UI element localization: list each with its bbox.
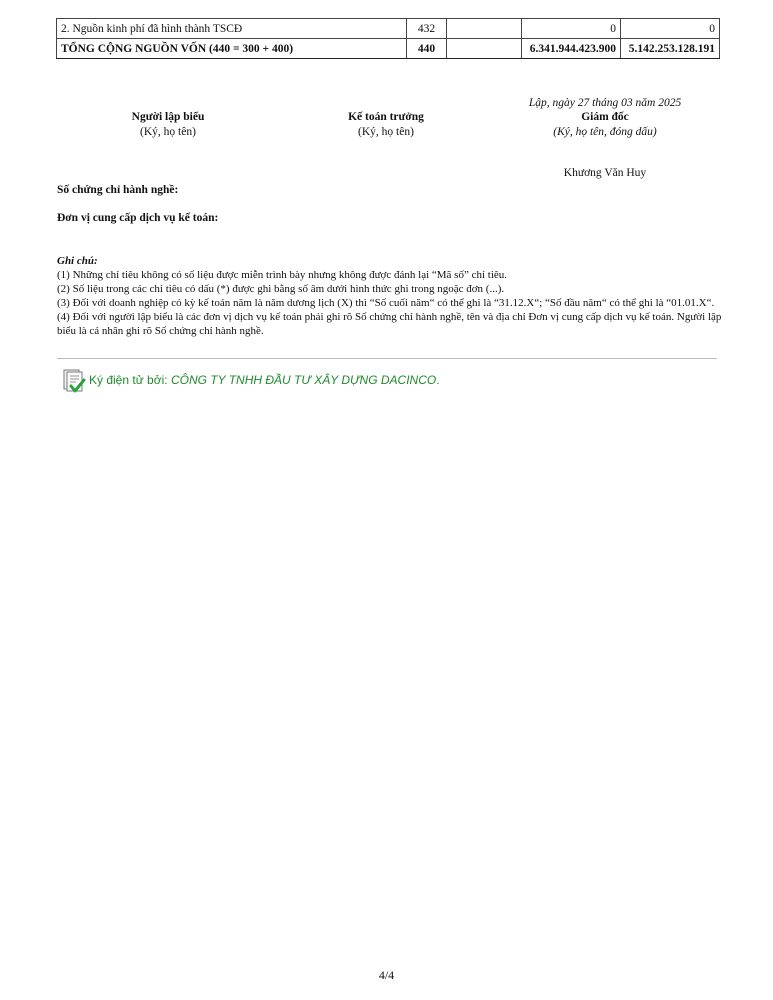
row-code: 432 xyxy=(407,19,447,39)
preparer-hint: (Ký, họ tên) xyxy=(140,126,196,138)
row-note xyxy=(447,19,522,39)
preparer-signature-block xyxy=(98,110,238,140)
note-item: (2) Số liệu trong các chỉ tiêu có dấu (*) được ghi bằng số âm dưới hình thức ghi trong ngoặc đơn (...). xyxy=(57,283,505,295)
e-signature xyxy=(62,368,482,394)
signed-document-check-icon xyxy=(62,368,86,397)
note-item: (3) Đối với doanh nghiệp có kỳ kế toán năm là năm dương lịch (X) thì “Số cuối năm“ có thể ghi là “31.12.X“; “Số đầu năm“ có thể ghi là “01.01.X“. xyxy=(57,297,715,309)
table-row xyxy=(57,19,720,39)
director-signature-block xyxy=(515,110,695,140)
page-number: 4/4 xyxy=(378,968,395,982)
cert-no-label: Số chứng chỉ hành nghề: xyxy=(57,184,179,196)
service-unit-label: Đơn vị cung cấp dịch vụ kế toán: xyxy=(57,212,219,224)
e-signature-suffix: . xyxy=(436,373,440,387)
row-begin-value: 0 xyxy=(621,19,720,39)
chief-accountant-signature-block xyxy=(316,110,456,140)
row-code: 440 xyxy=(407,39,447,59)
note-item: (1) Những chỉ tiêu không có số liệu được miễn trình bày nhưng không được đánh lại “Mã số” chỉ tiêu. xyxy=(57,269,508,281)
e-signature-company: CÔNG TY TNHH ĐẦU TƯ XÂY DỰNG DACINCO xyxy=(170,373,437,387)
table-row-total xyxy=(57,39,720,59)
chief-accountant-title: Kế toán trưởng xyxy=(348,111,424,123)
notes-heading: Ghi chú: xyxy=(57,255,98,267)
director-title: Giám đốc xyxy=(581,111,629,123)
preparer-title: Người lập biểu xyxy=(131,111,205,123)
e-signature-text xyxy=(89,373,440,387)
director-hint: (Ký, họ tên, đóng dấu) xyxy=(553,126,657,138)
row-label: 2. Nguồn kinh phí đã hình thành TSCĐ xyxy=(57,19,407,39)
row-label: TỔNG CỘNG NGUỒN VỐN (440 = 300 + 400) xyxy=(57,39,407,59)
row-end-value: 6.341.944.423.900 xyxy=(522,39,621,59)
chief-accountant-hint: (Ký, họ tên) xyxy=(358,126,414,138)
row-end-value: 0 xyxy=(522,19,621,39)
director-name: Khương Văn Huy xyxy=(563,167,647,179)
e-signature-prefix: Ký điện tử bởi: xyxy=(89,373,171,387)
divider xyxy=(57,358,717,359)
note-item: (4) Đối với người lập biểu là các đơn vị dịch vụ kế toán phải ghi rõ Số chứng chỉ hành nghề, tên và địa chỉ Đơn vị cung cấp dịch vụ kế toán. Người lập biểu là cá nhân ghi rõ Số chứng chỉ hành nghề. xyxy=(57,311,722,337)
date-line: Lập, ngày 27 tháng 03 năm 2025 xyxy=(528,97,682,109)
row-begin-value: 5.142.253.128.191 xyxy=(621,39,720,59)
notes-section xyxy=(57,254,722,338)
row-note xyxy=(447,39,522,59)
balance-sheet-table xyxy=(56,18,720,59)
